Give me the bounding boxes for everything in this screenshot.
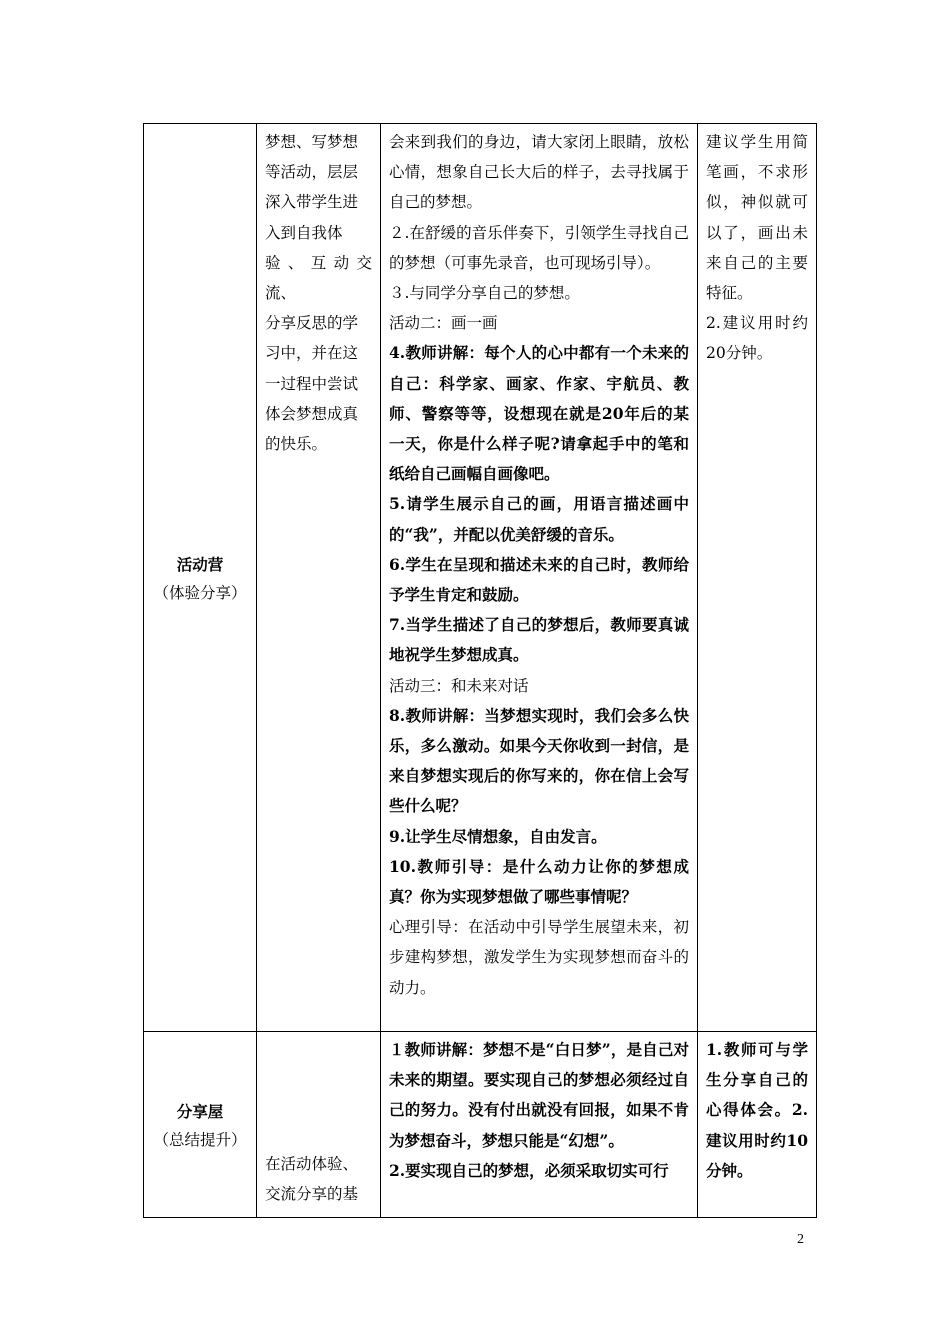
goal-cell <box>257 1032 381 1218</box>
goal-line: 一过程中尝试 <box>265 374 359 393</box>
goal-line: 入到自我体 <box>265 223 343 242</box>
process-paragraph: ３.与同学分享自己的梦想。 <box>389 284 580 303</box>
goal-line: 梦想、写梦想 <box>265 133 359 151</box>
process-paragraph: 5.请学生展示自己的画，用语言描述画中的“我”，并配以优美舒缓的音乐。 <box>389 494 689 544</box>
goal-line: 在活动体验、 <box>265 1154 359 1173</box>
note-text <box>698 1032 816 1186</box>
stage-cell <box>144 1032 257 1218</box>
stage-title: 活动营 <box>176 554 224 574</box>
process-paragraph: 8.教师讲解：当梦想实现时，我们会多么快乐，多么激动。如果今天你收到一封信，是来自梦想实现后的你写来的，你在信上会写些什么呢？ <box>389 705 689 816</box>
process-paragraph: 会来到我们的身边，请大家闭上眼睛，放松心情，想象自己长大后的样子，去寻找属于自己的梦想。 <box>389 133 689 212</box>
goal-text <box>257 124 380 459</box>
note-paragraph: 建议学生用简笔画，不求形似，神似就可以了，画出未来自己的主要特征。 <box>706 133 808 303</box>
note-paragraph: 2.建议用时约20分钟。 <box>706 314 808 363</box>
goal-line: 深入带学生进 <box>265 193 359 212</box>
process-paragraph: 活动三：和未来对话 <box>389 676 529 695</box>
process-cell <box>381 124 698 1032</box>
note-text <box>698 124 816 369</box>
process-paragraph: 2.要实现自己的梦想，必须采取切实可行 <box>389 1160 669 1180</box>
note-paragraph: 1.教师可与学生分享自己的心得体会。2.建议用时约10分钟。 <box>706 1040 808 1180</box>
goal-line: 等活动，层层 <box>265 163 359 182</box>
process-paragraph: １教师讲解：梦想不是“白日梦”，是自己对未来的期望。要实现自己的梦想必须经过自己的努力。没有付出就没有回报，如果不肯为梦想奋斗，梦想只能是“幻想”。 <box>389 1040 689 1150</box>
process-paragraph: 7.当学生描述了自己的梦想后，教师要真诚地祝学生梦想成真。 <box>389 615 689 665</box>
process-paragraph: 4.教师讲解：每个人的心中都有一个未来的自己：科学家、画家、作家、宇航员、教师、警察等等，设想现在就是20年后的某一天，你是什么样子呢?请拿起手中的笔和纸给自己画幅自画像吧。 <box>389 343 689 484</box>
stage-subtitle: （体验分享） <box>153 583 247 602</box>
goal-line: 交流分享的基 <box>265 1184 359 1203</box>
process-paragraph: 10.教师引导：是什么动力让你的梦想成真？你为实现梦想做了哪些事情呢？ <box>389 856 689 907</box>
process-paragraph: 活动二：画一画 <box>389 314 498 333</box>
goal-line: 习中，并在这 <box>265 344 359 363</box>
goal-cell <box>257 124 381 1032</box>
page-number: 2 <box>797 1232 804 1247</box>
goal-line: 分享反思的学 <box>265 314 359 333</box>
process-paragraph: 6.学生在呈现和描述未来的自己时，教师给予学生肯定和鼓励。 <box>389 554 689 605</box>
stage-title: 分享屋 <box>176 1101 224 1121</box>
stage-cell <box>144 124 257 1032</box>
process-text <box>381 1032 697 1186</box>
process-paragraph: 心理引导：在活动中引导学生展望未来，初步建构梦想，激发学生为实现梦想而奋斗的动力。 <box>389 918 689 997</box>
goal-line: 验、互动交流、 <box>265 253 372 303</box>
process-paragraph: 9.让学生尽情想象，自由发言。 <box>389 826 607 846</box>
note-cell <box>698 124 817 1032</box>
table-row <box>144 124 817 1032</box>
goal-line: 体会梦想成真 <box>265 404 359 423</box>
process-text <box>381 124 697 1003</box>
lesson-table <box>143 123 817 1218</box>
process-cell <box>381 1032 698 1218</box>
note-cell <box>698 1032 817 1218</box>
goal-line: 的快乐。 <box>265 435 328 454</box>
table-row <box>144 1032 817 1218</box>
goal-text <box>257 1146 380 1217</box>
process-paragraph: ２.在舒缓的音乐伴奏下，引领学生寻找自己的梦想（可事先录音，也可现场引导）。 <box>389 223 689 272</box>
stage-subtitle: （总结提升） <box>153 1130 247 1149</box>
